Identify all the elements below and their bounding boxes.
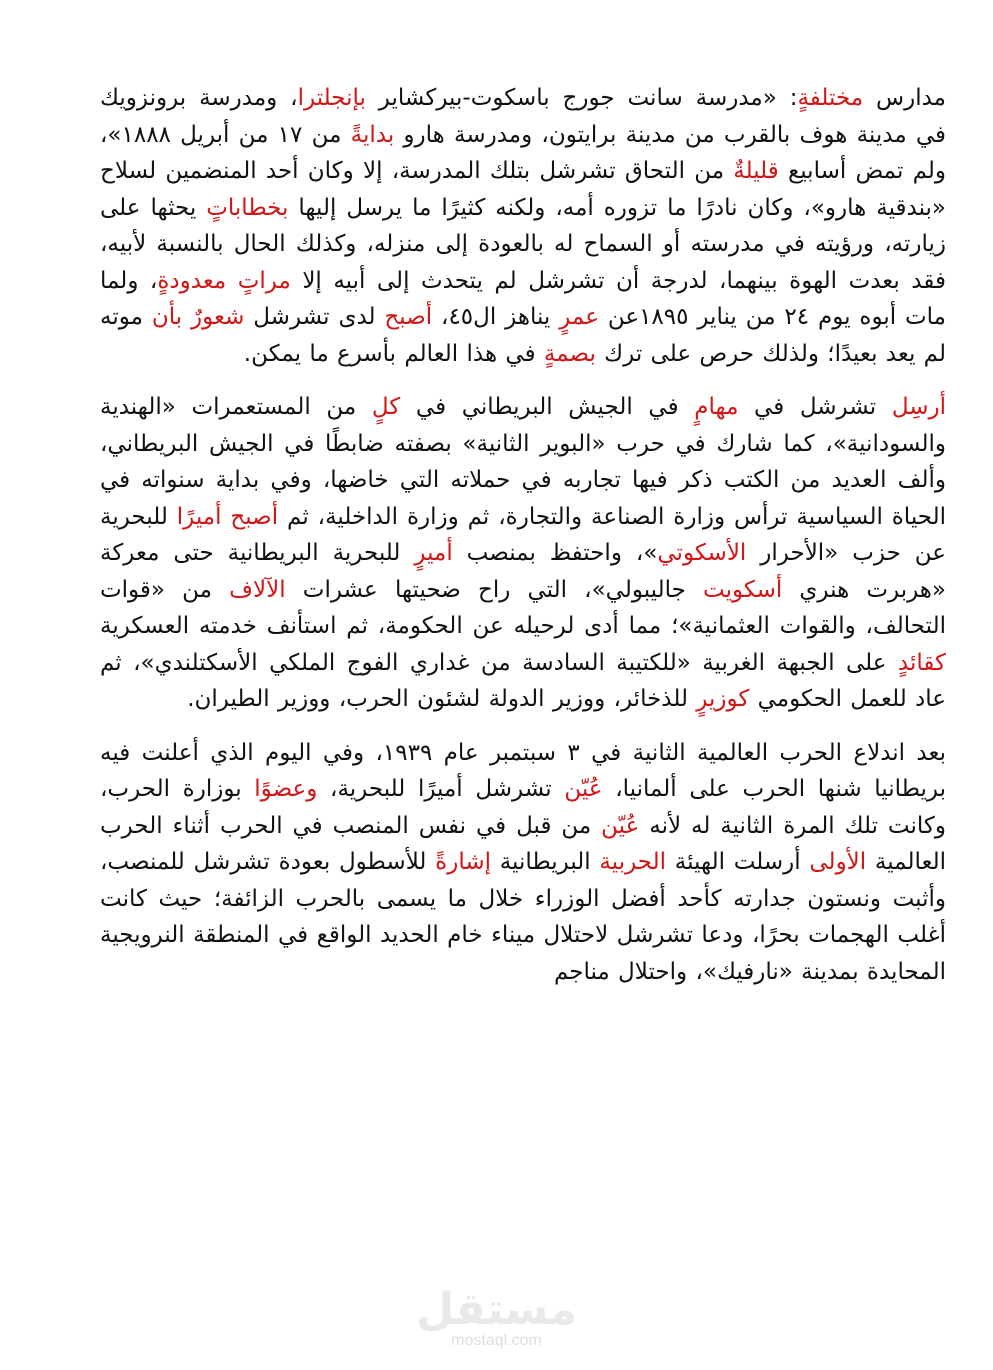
text-run: على الجبهة الغربية «للكتيبة السادسة من غداري الفوج الملكي الأسكتلندي»، ثم عاد للعمل الحكومي [100, 649, 946, 712]
text-run: من قبل في نفس المنصب في الحرب أثناء الحرب العالمية [100, 812, 946, 875]
highlighted-word: مراتٍ معدودةٍ [157, 267, 291, 294]
highlighted-word: كلٍ [371, 394, 401, 420]
highlighted-word: بخطاباتٍ [206, 194, 289, 221]
highlighted-word: أميرٍ [414, 540, 453, 566]
highlighted-word: أسكويت [703, 576, 783, 603]
text-run: »، واحتفظ بمنصب [452, 540, 658, 566]
highlighted-word: مختلفةٍ [797, 85, 864, 111]
highlighted-word: بإنجلترا [297, 85, 366, 111]
watermark-url: mostaql.com [451, 1332, 542, 1349]
highlighted-word: عمرٍ [559, 304, 599, 330]
text-run: من التحاق تشرشل بتلك المدرسة، إلا وكان أحد المنضمين لسلاح «بندقية هارو»، وكان نادرًا ما تزوره أمه، ولكنه كثيرًا ما يرسل إليها [100, 158, 946, 221]
text-run: موته لم يعد بعيدًا؛ ولذلك حرص على ترك [100, 304, 946, 367]
highlighted-word: إشارةً [435, 849, 491, 875]
highlighted-word: الآلاف [229, 576, 286, 603]
text-run: البريطانية [490, 849, 600, 875]
highlighted-word: أصبح أميرًا [176, 503, 279, 530]
text-run: جاليبولي»، التي راح ضحيتها عشرات [285, 576, 704, 603]
text-run: لدى تشرشل [244, 304, 385, 330]
text-run: ، ولما مات أبوه يوم ٢٤ من يناير ١٨٩٥عن [100, 267, 947, 330]
text-run: تشرشل أميرًا للبحرية، [317, 776, 565, 802]
paragraph [100, 389, 946, 718]
text-run: يناهز ال٤٥، [432, 304, 560, 330]
text-run: في هذا العالم بأسرع ما يمكن. [243, 340, 544, 367]
highlighted-word: كقائدٍ [897, 649, 946, 676]
text-run: للأسطول بعودة تشرشل للمنصب، وأثبت ونستون جدارته كأحد أفضل الوزراء خلال ما يسمى بالحرب الزائفة؛ حيث كانت أغلب الهجمات بحرًا، ودعا تشرشل لاحتلال ميناء خام الحديد الواقع في المنطقة النرويجية المحايدة بمدينة «نارفيك»، واحتلال مناجم [100, 849, 946, 985]
highlighted-word: الحربية [599, 849, 667, 875]
text-run: للبحرية عن حزب «الأحرار [100, 503, 946, 566]
watermark-logo: مستقل [416, 1284, 577, 1335]
paragraph [100, 80, 946, 372]
highlighted-word: الأسكوتي [657, 540, 747, 566]
text-run: من ١٧ من أبريل ١٨٨٨»، ولم تمض أسابيع [100, 121, 946, 184]
highlighted-word: عُيّن [601, 812, 640, 839]
highlighted-word: أرسِل [891, 394, 946, 420]
highlighted-word: أصبح [384, 304, 433, 330]
text-run: للبحرية البريطانية حتى معركة «هربرت هنري [100, 540, 947, 603]
highlighted-word: بصمةٍ [543, 340, 596, 367]
text-run: ، ومدرسة برونزويك في مدينة هوف بالقرب من مدينة برايتون، ومدرسة هارو [100, 85, 946, 148]
text-run: مدارس [863, 85, 947, 111]
highlighted-word: مهامٍ [694, 394, 739, 420]
watermark [0, 1286, 993, 1350]
highlighted-word: عُيّن [564, 776, 603, 802]
document-body [100, 80, 946, 1007]
text-run: بعد اندلاع الحرب العالمية الثانية في ٣ سبتمبر عام ١٩٣٩، وفي اليوم الذي أعلنت فيه بريطانيا شنها الحرب على ألمانيا، [100, 739, 947, 802]
text-run: من «قوات التحالف، والقوات العثمانية»؛ مما أدى لرحيله عن الحكومة، ثم استأنف خدمته العسكرية [100, 576, 946, 639]
highlighted-word: قليلةٌ [733, 158, 779, 184]
highlighted-word: شعورٌ بأن [151, 304, 245, 330]
text-run: يحثها على زيارته، ورؤيته في مدرسته أو السماح له بالعودة إلى منزله، وكذلك الحال بالنسبة لأبيه، فقد بعدت الهوة بينهما، لدرجة أن تشرشل لم يتحدث إلى أبيه إلا [100, 194, 947, 294]
text-run: بوزارة الحرب، وكانت تلك المرة الثانية له لأنه [100, 776, 946, 839]
text-run: تشرشل في [738, 394, 892, 420]
text-run: للذخائر، ووزير الدولة لشئون الحرب، ووزير الطيران. [187, 686, 697, 712]
text-run: من المستعمرات «الهندية والسودانية»، كما شارك في حرب «البوير الثانية» بصفته ضابطًا في الجيش البريطاني، وألف العديد من الكتب ذكر فيها تجاربه في حملاته التي خاضها، وفي بداية سنواته في الحياة السياسية ترأس وزارة الصناعة والتجارة، ثم وزارة الداخلية، ثم [100, 394, 946, 530]
text-run: : «مدرسة سانت جورج باسكوت-بيركشاير [365, 85, 798, 111]
highlighted-word: كوزيرٍ [696, 686, 750, 712]
text-run: في الجيش البريطاني في [400, 394, 695, 420]
paragraph [100, 735, 946, 991]
text-run: أرسلت الهيئة [666, 849, 810, 875]
highlighted-word: الأولى [809, 849, 867, 875]
highlighted-word: وعضوًا [254, 776, 318, 802]
highlighted-word: بدايةً [350, 121, 395, 148]
